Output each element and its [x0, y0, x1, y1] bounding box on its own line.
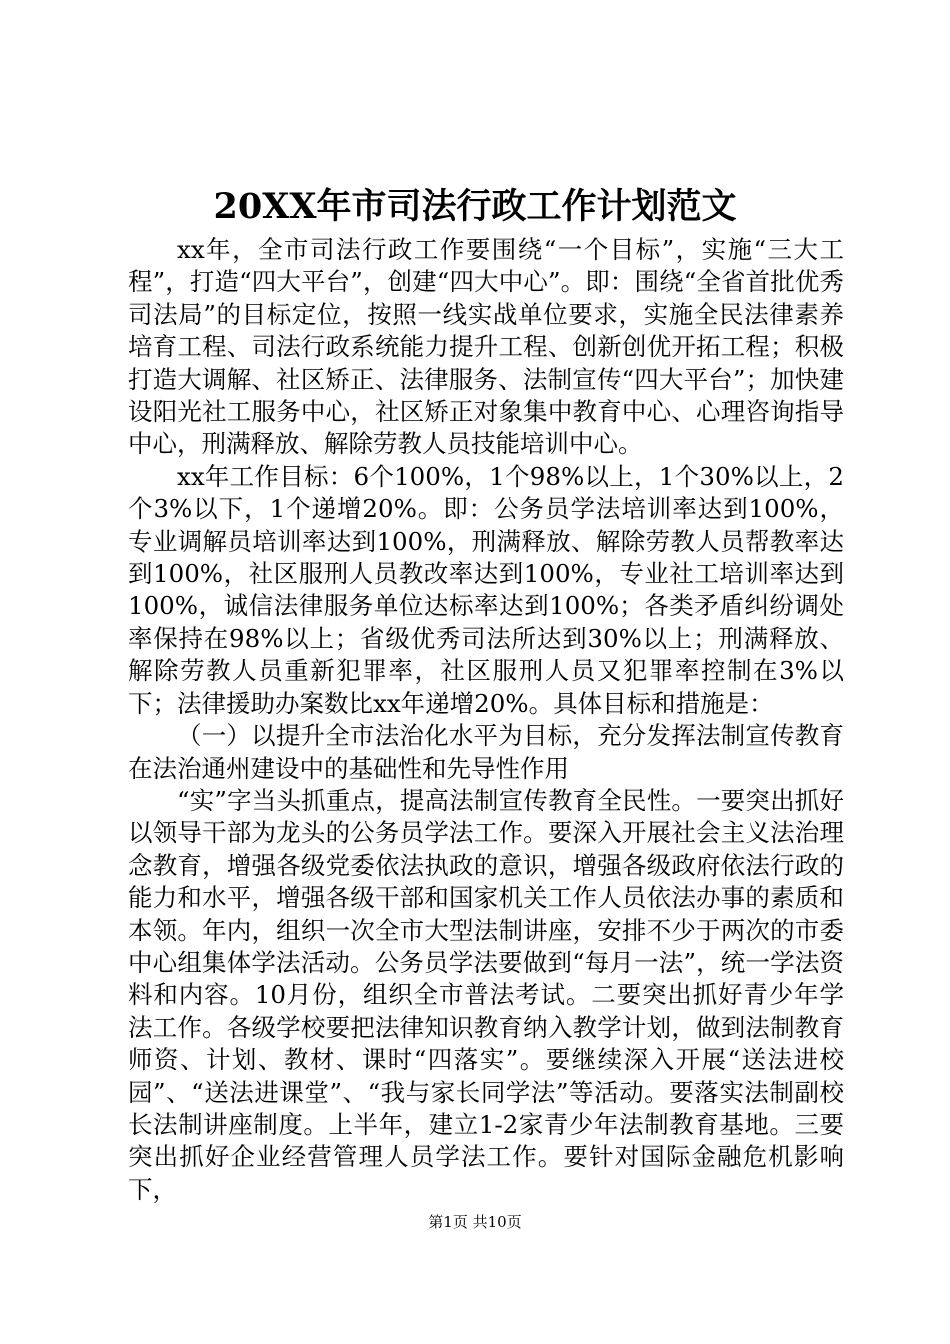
paragraph-goals: xx年工作目标：6个100%，1个98%以上，1个30%以上，2个3%以下，1个递增20%。即：公务员学法培训率达到100%，专业调解员培训率达到100%，刑满释放、解除劳教人员帮教率达到100%，社区服刑人员教改率达到100%，专业社工培训率达到100%，诚信法律服务单位达标率达到100%；各类矛盾纠纷调处率保持在98%以上；省级优秀司法所达到30%以上；刑满释放、解除劳教人员重新犯罪率，社区服刑人员又犯罪率控制在3%以下；法律援助办案数比xx年递增20%。具体目标和措施是： — [128, 461, 844, 718]
page-number: 第1页 — [428, 1213, 468, 1231]
document-body — [128, 234, 844, 1206]
paragraph-intro: xx年，全市司法行政工作要围绕“一个目标”，实施“三大工程”，打造“四大平台”，创建“四大中心”。即：围绕“全省首批优秀司法局”的目标定位，按照一线实战单位要求，实施全民法律素养培育工程、司法行政系统能力提升工程、创新创优开拓工程；积极打造大调解、社区矫正、法律服务、法制宣传“四大平台”；加快建设阳光社工服务中心，社区矫正对象集中教育中心、心理咨询指导中心，刑满释放、解除劳教人员技能培训中心。 — [128, 235, 844, 459]
paragraph-measures: “实”字当头抓重点，提高法制宣传教育全民性。一要突出抓好以领导干部为龙头的公务员学法工作。要深入开展社会主义法治理念教育，增强各级党委依法执政的意识，增强各级政府依法行政的能力和水平，增强各级干部和国家机关工作人员依法办事的素质和本领。年内，组织一次全市大型法制讲座，安排不少于两次的市委中心组集体学法活动。公务员学法要做到“每月一法”，统一学法资料和内容。10月份，组织全市普法考试。二要突出抓好青少年学法工作。各级学校要把法律知识教育纳入教学计划，做到法制教育师资、计划、教材、课时“四落实”。要继续深入开展“送法进校园”、“送法进课堂”、“我与家长同学法”等活动。要落实法制副校长法制讲座制度。上半年，建立1-2家青少年法制教育基地。三要突出抓好企业经营管理人员学法工作。要针对国际金融危机影响下， — [128, 785, 844, 1204]
page-footer — [0, 1212, 950, 1232]
section-heading-1: （一）以提升全市法治化水平为目标，充分发挥法制宣传教育在法治通州建设中的基础性和先导性作用 — [128, 721, 844, 783]
document-title: 20XX年市司法行政工作计划范文 — [213, 186, 737, 227]
page-total: 共10页 — [472, 1213, 522, 1231]
